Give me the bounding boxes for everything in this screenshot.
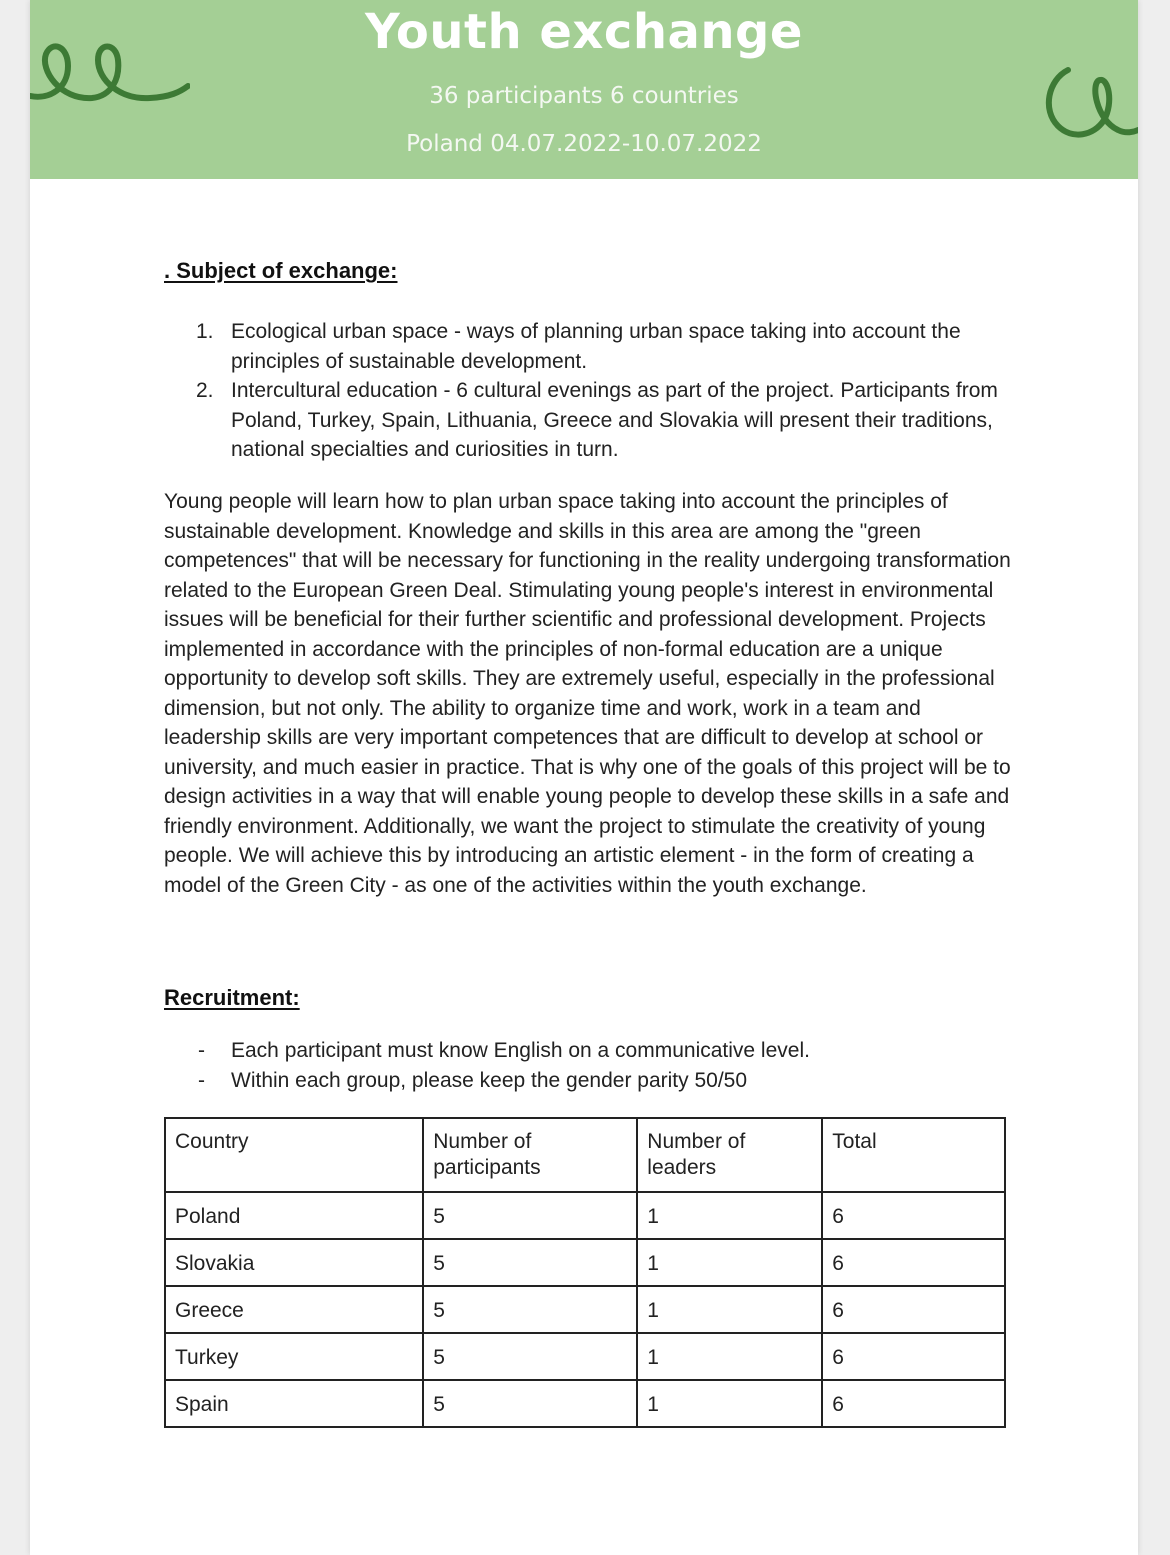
- cell-total: 6: [822, 1333, 1005, 1380]
- cell-leaders: 1: [637, 1239, 822, 1286]
- curl-decoration-right-icon: [1038, 60, 1138, 150]
- header-participants: Number of participants: [423, 1118, 637, 1192]
- cell-total: 6: [822, 1192, 1005, 1239]
- bullet-dash: -: [198, 1069, 205, 1092]
- cell-total: 6: [822, 1286, 1005, 1333]
- table-row: [165, 1192, 1005, 1239]
- list-number: 1.: [196, 320, 214, 343]
- cell-country: Poland: [165, 1192, 423, 1239]
- cell-country: Spain: [165, 1380, 423, 1427]
- banner-date: Poland 04.07.2022-10.07.2022: [406, 131, 762, 157]
- subject-list: [196, 317, 1016, 465]
- cell-leaders: 1: [637, 1380, 822, 1427]
- cell-participants: 5: [423, 1286, 637, 1333]
- table-row: [165, 1239, 1005, 1286]
- cell-participants: 5: [423, 1192, 637, 1239]
- subject-heading: . Subject of exchange:: [164, 258, 398, 283]
- table-row: [165, 1380, 1005, 1427]
- cell-participants: 5: [423, 1380, 637, 1427]
- header-country: Country: [165, 1118, 423, 1192]
- list-item-text: Within each group, please keep the gender parity 50/50: [231, 1069, 748, 1092]
- cell-participants: 5: [423, 1333, 637, 1380]
- list-item: [196, 376, 1016, 465]
- banner-title: Youth exchange: [365, 4, 803, 60]
- document-page: [30, 0, 1138, 1555]
- list-number: 2.: [196, 379, 214, 402]
- cell-country: Greece: [165, 1286, 423, 1333]
- list-item-text: Ecological urban space - ways of planning urban space taking into account the principles of sustainable development.: [231, 320, 961, 373]
- cell-total: 6: [822, 1380, 1005, 1427]
- bullet-dash: -: [198, 1039, 205, 1062]
- table-row: [165, 1286, 1005, 1333]
- header-leaders: Number of leaders: [637, 1118, 822, 1192]
- cell-total: 6: [822, 1239, 1005, 1286]
- cell-leaders: 1: [637, 1333, 822, 1380]
- participants-table: [164, 1117, 1006, 1428]
- table-row: [165, 1333, 1005, 1380]
- description-paragraph: Young people will learn how to plan urban space taking into account the principles of sustainable development. Knowledge and skills in this area are among the "green competences" that will be necessary for functioning in the reality undergoing transformation related to the European Green Deal. Stimulating young people's interest in environmental issues will be beneficial for their further scientific and professional development. Projects implemented in accordance with the principles of non-formal education are a unique opportunity to develop soft skills. They are extremely useful, especially in the professional dimension, but not only. The ability to organize time and work, work in a team and leadership skills are very important competences that are difficult to develop at school or university, and much easier in practice. That is why one of the goals of this project will be to design activities in a way that will enable young people to develop these skills in a safe and friendly environment. Additionally, we want the project to stimulate the creativity of young people. We will achieve this by introducing an artistic element - in the form of creating a model of the Green City - as one of the activities within the youth exchange.: [164, 490, 1011, 897]
- cell-leaders: 1: [637, 1286, 822, 1333]
- header-total: Total: [822, 1118, 1005, 1192]
- list-item: [196, 1036, 810, 1066]
- cell-participants: 5: [423, 1239, 637, 1286]
- cell-country: Turkey: [165, 1333, 423, 1380]
- table-header-row: [165, 1118, 1005, 1192]
- header-banner: [30, 0, 1138, 179]
- cell-leaders: 1: [637, 1192, 822, 1239]
- list-item-text: Each participant must know English on a communicative level.: [231, 1039, 810, 1062]
- recruitment-list: [196, 1036, 810, 1096]
- list-item: [196, 317, 1016, 376]
- cell-country: Slovakia: [165, 1239, 423, 1286]
- list-item-text: Intercultural education - 6 cultural evenings as part of the project. Participants from Poland, Turkey, Spain, Lithuania, Greece and Slovakia will present their traditions, national specialties and curiosities in turn.: [231, 379, 998, 461]
- banner-subtitle: 36 participants 6 countries: [429, 83, 739, 109]
- recruitment-heading: Recruitment:: [164, 985, 300, 1010]
- list-item: [196, 1066, 810, 1096]
